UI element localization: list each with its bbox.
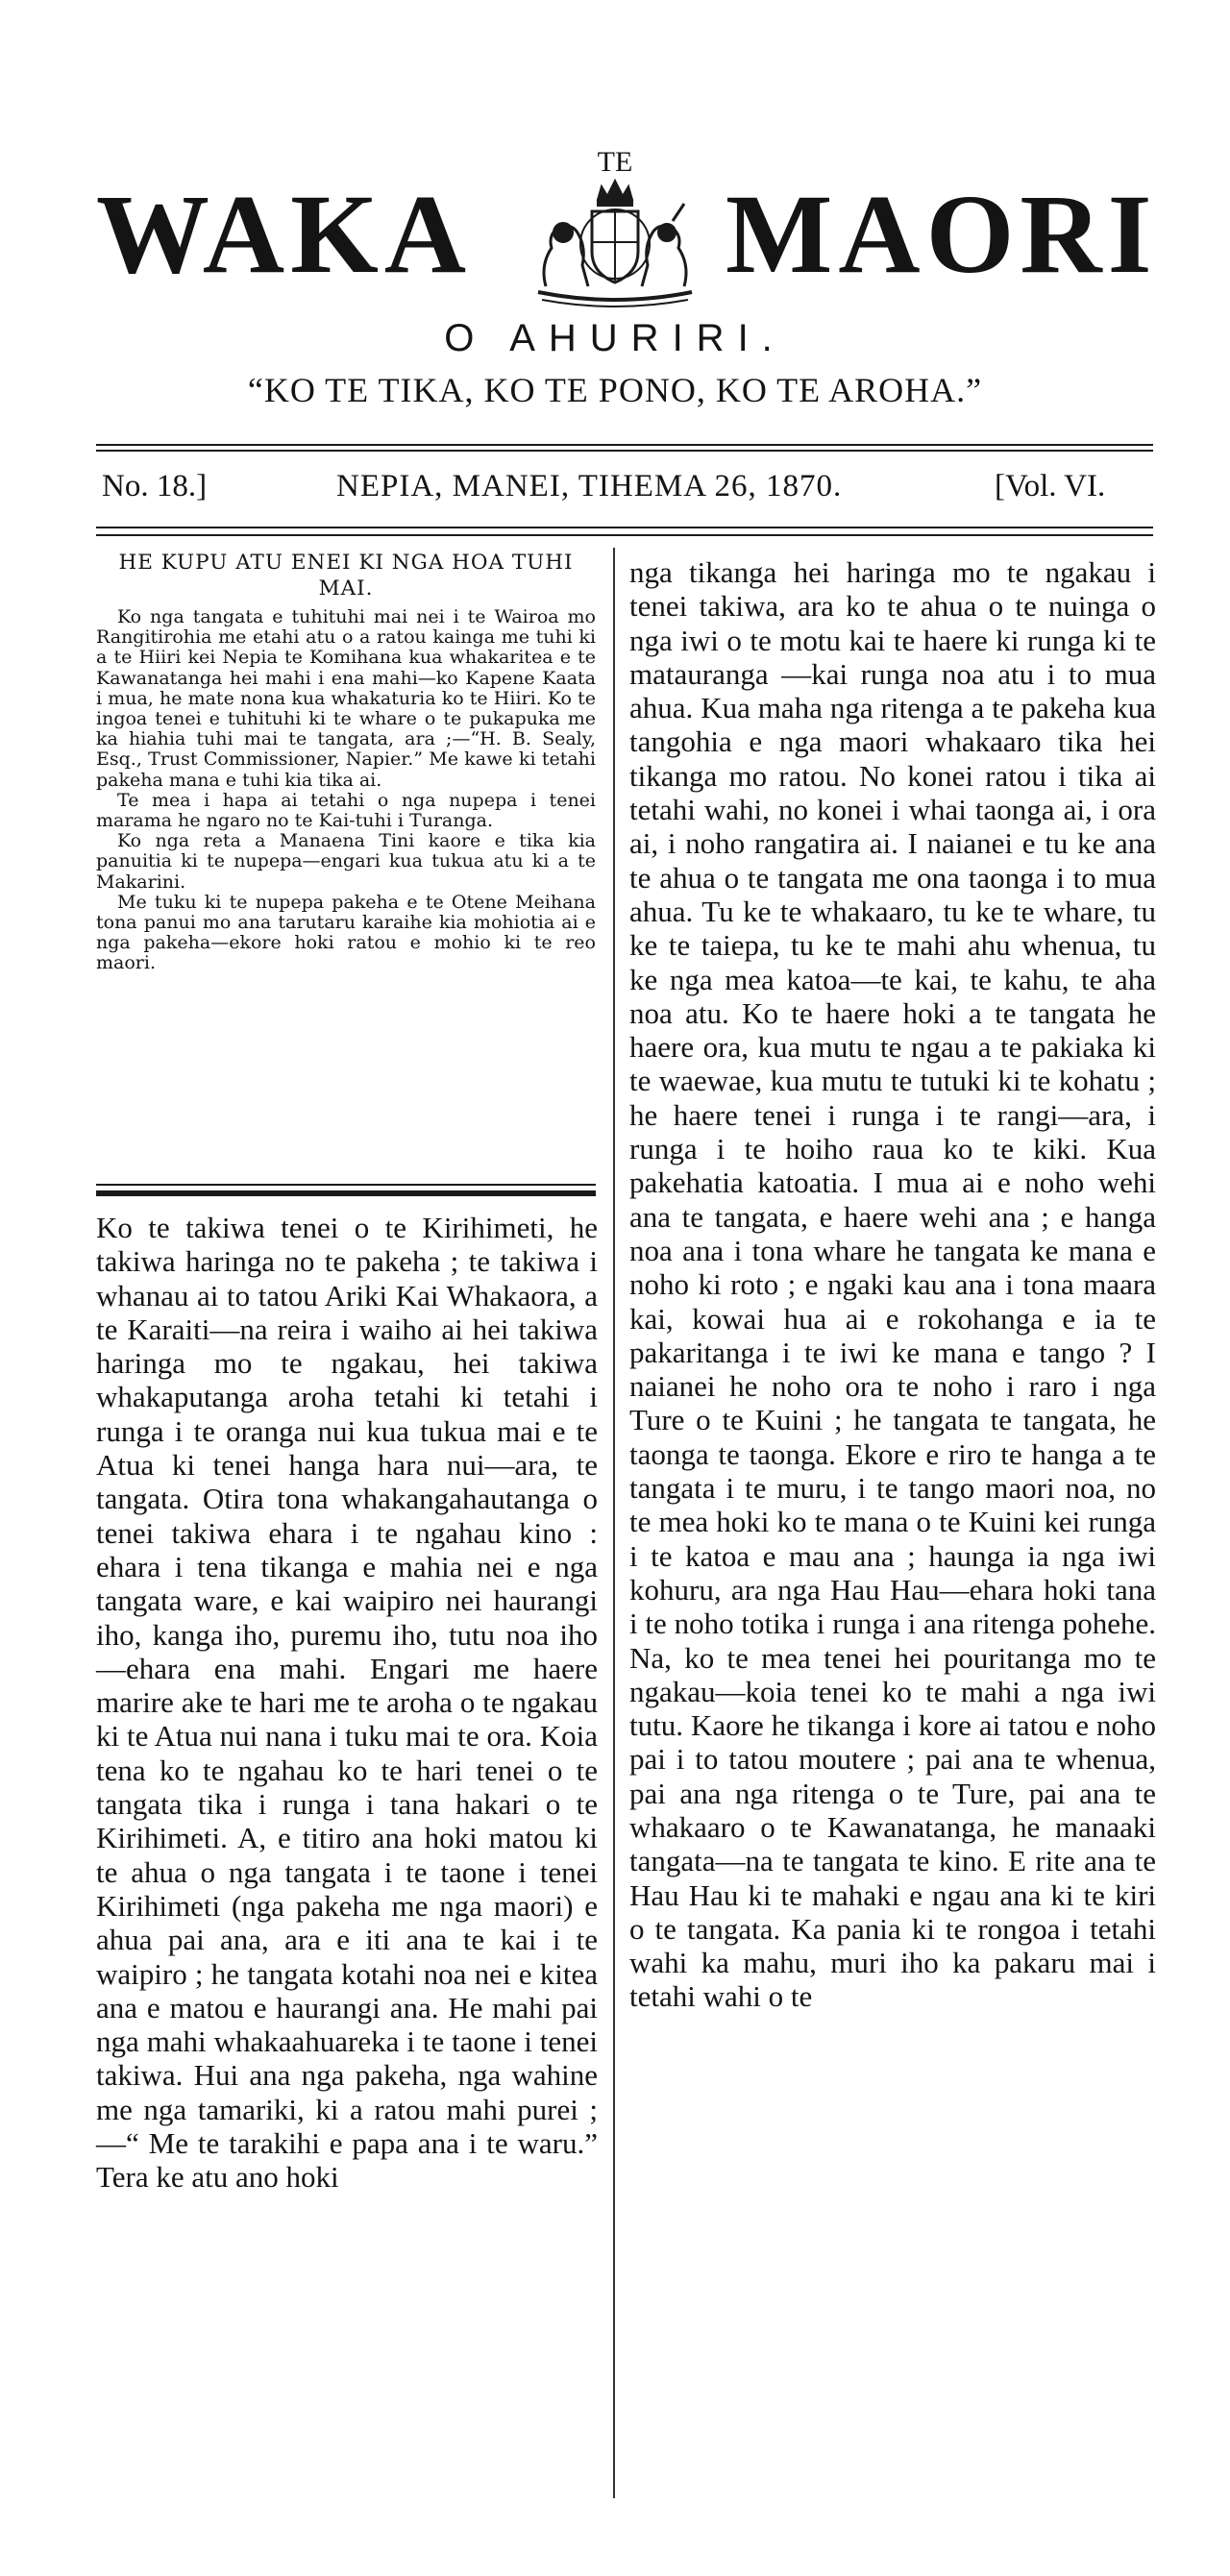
notice-heading: HE KUPU ATU ENEI KI NGA HOA TUHI MAI. — [118, 551, 574, 601]
issue-rule-lower — [96, 527, 1153, 528]
issue-number: No. 18.] — [102, 469, 208, 503]
issue-dateline: NEPIA, MANEI, TIHEMA 26, 1870. — [336, 469, 843, 503]
notice-paragraph: Ko nga reta a Manaena Tini kaore e tika kia panuitia ki te nupepa—engari kua tukua atu ki a te Makarini. — [96, 830, 596, 893]
masthead-motto: “KO TE TIKA, KO TE PONO, KO TE AROHA.” — [247, 371, 983, 409]
notice-to-correspondents — [96, 550, 596, 974]
issue-volume: [Vol. VI. — [995, 469, 1106, 503]
masthead-te: TE — [597, 146, 633, 178]
issue-line — [96, 469, 1153, 515]
article-right-column — [629, 555, 1158, 2014]
notice-paragraph: Ko nga tangata e tuhituhi mai nei i te Wairoa mo Rangitirohia me etahi atu o a ratou kainga me tuhi ki a te Hiiri kei Nepia te Komihana kua whakaritea e te Kawanatanga hei mahi i ena mahi—ko Kapene Kaata i mua, he mate nona kua whakaturia ko te Hiiri. Ko te ingoa tenei e tuhituhi ki te whare o te pukapuka me ka hiahia tuhi mai te tangata, ara ;—“H. B. Sealy, Esq., Trust Commissioner, Napier.” Me kawe ki tetahi pakeha mana e tuhi kia tika ai. — [96, 606, 596, 791]
section-rule-thin — [96, 1184, 596, 1186]
notice-paragraph: Te mea i hapa ai tetahi o nga nupepa i tenei marama he ngaro no te Kai-tuhi i Turanga. — [96, 789, 596, 832]
top-rule-thin-2 — [96, 450, 1153, 452]
article-text-right: nga tikanga hei haringa mo te ngakau i tenei takiwa, ara ko te ahua o te nuinga o nga iwi o te motu kai te haere ki runga ki te matauranga —kai runga noa atu i to mua ahua. Kua maha nga ritenga a te pakeha kua tangohia e nga maori whakaaro tika hei tikanga mo ratou. No konei ratou i tika ai tetahi wahi, no konei i whai taonga ai, i ora ai, i noho rangatira ai. I naianei e tu ke ana te ahua o te tangata me ona taonga i to mua ahua. Tu ke te whakaaro, tu ke te whare, tu ke te taiepa, tu ke te mahi ahu whenua, tu ke nga mea katoa—te kai, te kahu, te aha noa atu. Ko te haere hoki a te tangata he haere ora, kua mutu te ngau a te pakiaka ki te waewae, kua mutu te tutuki ki te kohatu ; he haere tenei i runga i te rangi—ara, i runga i te hoiho raua ko te kiki. Kua pakehatia katoatia. I mua ai e noho wehi ana te tangata, e haere wehi ana ; e hanga noa ana i tona whare he tangata ke mana e noho ki roto ; e ngaki kau ana i tona maara kai, kowai hua ai e rokohanga e ia te pakaritanga i te iwi ke mana e tango ? I naianei he noho ora te noho i raro i nga Ture o te Kuini ; he tangata te tangata, he taonga te taonga. Ekore e riro te hanga a te tangata i te muru, i te tango maori noa, no te mea hoki ko te mana o te Kuini kei runga i te katoa e mau ana ; haunga ia nga iwi kohuru, ara nga Hau Hau—ehara hoki tana i te noho totika i runga i ana ritenga pohehe. Na, ko te mea tenei hei pouritanga mo te ngakau—koia tenei ko te mahi a nga iwi tutu. Kaore he tikanga i kore ai tatou e noho pai i to tatou moutere ; pai ana te whenua, pai ana nga ritenga o te Ture, pai ana te whakaaro o te Kawanatanga, he manaaki tangata—na te tangata te kino. E rite ana te Hau Hau ki te mahaki e ngau ana ki te kiri o te tangata. Ka pania ki te rongoa i tetahi wahi ka mahu, muri iho ka pakaru mai i tetahi wahi o te — [629, 555, 1156, 2014]
top-rule-thin — [96, 444, 1153, 446]
royal-coat-of-arms-icon — [519, 173, 711, 307]
section-rule-thick — [96, 1190, 596, 1196]
article-text-left: Ko te takiwa tenei o te Kirihimeti, he takiwa haringa no te pakeha ; te takiwa i whanau ai to tatou Ariki Kai Whakaora, a te Karaiti—na reira i waiho ai hei takiwa haringa mo te ngakau, hei takiwa whakaputanga aroha tetahi ki tetahi i runga i te oranga nui kua tukua mai e te Atua ki tenei hanga hara nui—ara, te tangata. Otira tona whakangahautanga o tenei takiwa ehara i te ngahau kino : ehara i tena tikanga e mahia nei e nga tangata ware, e kai waipiro nei haurangi iho, kanga iho, puremu iho, tutu noa iho—ehara ena mahi. Engari me haere marire ake te hari me te aroha o te ngakau ki te Atua nui nana i tuku mai te ora. Koia tena ko te ngahau ko te hari tenei o te tangata tika i runga i tana hakari o te Kirihimeti. A, e titiro ana hoki matou ki te ahua o nga tangata i te taone i tenei Kirihimeti (nga pakeha me nga maori) e ahua pai ana, ara e iti ana te kai i te waipiro ; he tangata kotahi noa nei e kitea ana e matou e haurangi ana. He mahi pai nga mahi whakaahuareka i te taone i tenei takiwa. Hui ana nga pakeha, nga wahine me nga tamariki, ki a ratou mahi purei ;—“ Me te tarakihi e papa ana i te waru.” Tera ke atu ano hoki — [96, 1211, 598, 2195]
issue-rule-lower-2 — [96, 534, 1153, 536]
notice-paragraph: Me tuku ki te nupepa pakeha e te Otene Meihana tona panui mo ana tarutaru karaihe kia mohiotia ai e nga pakeha—ekore hoki ratou e mohio ki te reo maori. — [96, 891, 596, 974]
masthead-title-maori: MAORI — [726, 171, 1158, 297]
column-divider — [613, 548, 615, 2498]
article-left-column — [96, 1211, 598, 2195]
masthead-subtitle: O AHURIRI. — [444, 317, 786, 359]
masthead-title-waka: WAKA — [96, 171, 473, 297]
